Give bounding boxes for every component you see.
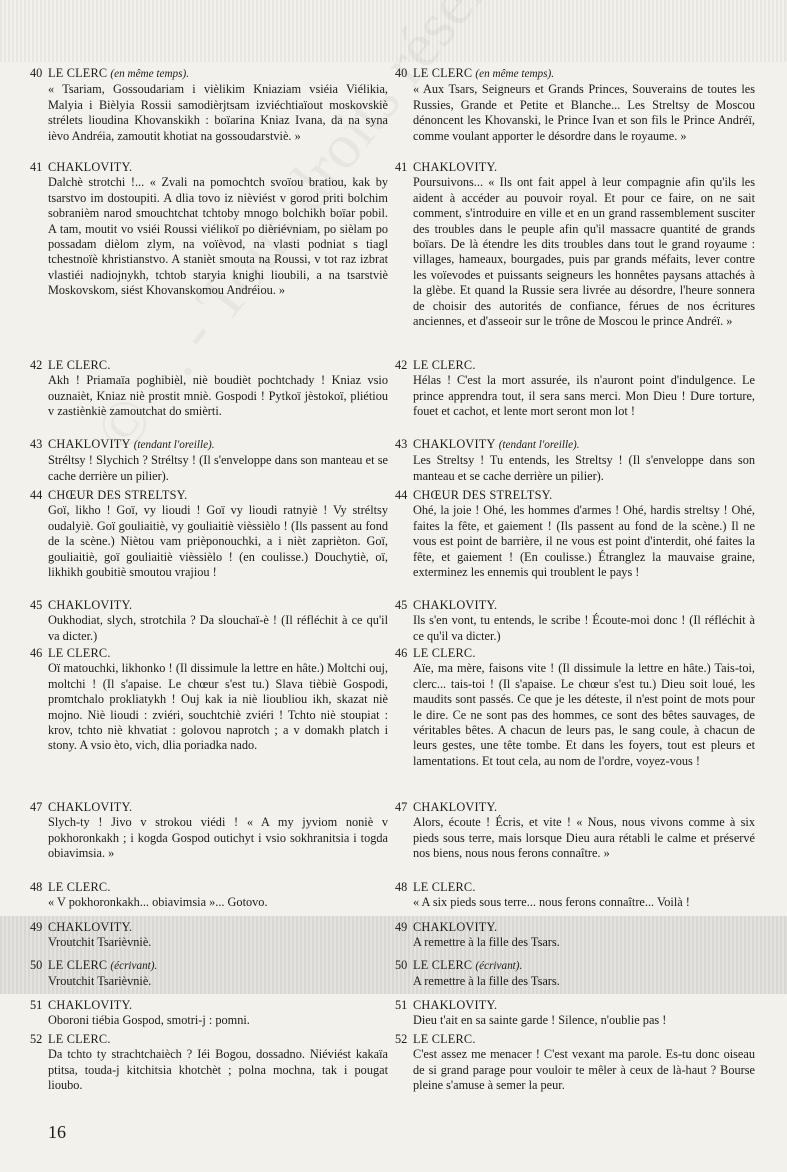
dialogue-text: « Aux Tsars, Seigneurs et Grands Princes, Souverains de toutes les Russies, Grande et Petite et Blanche... Les Streltsy de Moscou dénoncent les Khovanski, le Prince Ivan et son fils le Prince Andréï, comme voulant apporter le désordre dans le royaume. » xyxy=(413,82,755,143)
speaker: CHAKLOVITY. xyxy=(48,920,133,934)
line-number: 40 xyxy=(395,66,408,80)
entry-48 xyxy=(30,880,388,911)
speaker: CHŒUR DES STRELTSY. xyxy=(413,488,553,502)
line-number: 47 xyxy=(30,800,43,814)
dialogue-text: Vroutchit Tsarièvniè. xyxy=(48,935,152,950)
line-number: 51 xyxy=(395,998,408,1012)
speaker: CHAKLOVITY. xyxy=(413,998,498,1012)
speaker: CHAKLOVITY. xyxy=(48,800,133,814)
entry-49 xyxy=(30,920,388,951)
entry-49 xyxy=(395,920,755,951)
line-number: 41 xyxy=(395,160,408,174)
stage-direction: (écrivant). xyxy=(475,960,523,972)
speaker: CHAKLOVITY. xyxy=(48,998,133,1012)
line-number: 48 xyxy=(395,880,408,894)
line-number: 45 xyxy=(30,598,43,612)
dialogue-text: C'est assez me menacer ! C'est vexant ma parole. Es-tu donc oiseau de si grand parage pour vouloir te mêler à ceux de là-haut ? Bourse pleine s'amuse à semer la peur. xyxy=(413,1047,755,1093)
entry-46 xyxy=(30,646,388,754)
speaker: LE CLERC. xyxy=(413,880,476,894)
line-number: 52 xyxy=(30,1032,43,1046)
dialogue-text: Aïe, ma mère, faisons vite ! (Il dissimule la lettre en hâte.) Tais-toi, clerc... tais-toi ! (Il s'apaise. Le chœur s'est tu.) Dieu soit loué, les maudits sont passés. Ce que je les déteste, il n'est point de mots pour le dire. Ce ne sont pas des hommes, ce sont des bêtes sauvages, de véritables bêtes. A chacun de leurs pas, le sang coule, à chacun de leurs gestes, une tête tombe. Et dans les foyers, tout est pleurs et lamentations. Et tout cela, au nom de l'ordre, voyez-vous ! xyxy=(413,661,755,768)
stage-direction: (écrivant). xyxy=(110,960,158,972)
entry-46 xyxy=(395,646,755,769)
line-number: 49 xyxy=(395,920,408,934)
entry-52 xyxy=(30,1032,388,1094)
speaker: LE CLERC. xyxy=(48,646,111,660)
dialogue-text: « V pokhoronkakh... obiavimsia »... Gotovo. xyxy=(48,895,268,910)
line-number: 45 xyxy=(395,598,408,612)
entry-51 xyxy=(395,998,755,1029)
line-number: 51 xyxy=(30,998,43,1012)
line-number: 50 xyxy=(30,958,43,972)
dialogue-text: Les Streltsy ! Tu entends, les Streltsy ! (Il s'enveloppe dans son manteau et se cache derrière un pilier). xyxy=(413,453,755,483)
entry-41 xyxy=(395,160,755,329)
dialogue-text: Dalchè strotchi !... « Zvali na pomochtch svoïou bratiou, kak by tsarstvo im dostoupiti. A dlia tovo iz nièviést v gorod priti bolchim sobranièm narod smouchtchat tchtoby mnogo bolchikh boïar pobil. A tam, moutit vo vsiéi Roussi viélikoï po dièriévniam, po sièlam po possadam dièlom zlym, na voïèvod, na vlasti podniat s tiagl tchestnoïè khristianstvo. A stanièt smouta na Roussi, v tot raz izbrat vlastiéi nadiojnykh, tchtob staryia knighi lioubili, a na tsarstviè Moskovskom, siést Khovanskomou Andréiou. » xyxy=(48,175,388,298)
stage-direction: (tendant l'oreille). xyxy=(133,439,215,451)
dialogue-text: Dieu t'ait en sa sainte garde ! Silence, n'oublie pas ! xyxy=(413,1013,667,1028)
line-number: 52 xyxy=(395,1032,408,1046)
speaker: LE CLERC. xyxy=(413,358,476,372)
speaker: CHŒUR DES STRELTSY. xyxy=(48,488,188,502)
dialogue-text: Oï matouchki, likhonko ! (Il dissimule la lettre en hâte.) Moltchi ouj, moltchi ! (Il s'apaise. Le chœur s'est tu.) Slava tièbiè Gospodi, promtchalo prokliatykh ! Ouj kak ia niè lioubliou ikh, skazat niè mojno. Niè lioudi : zviéri, souchtchiè zviéri ! Tchto niè stoupiat : krov, tchto niè khvatiat : golovou naprotch ; a v domakh platch i stony. A vsio èto, vich, dlia poriadka nado. xyxy=(48,661,388,753)
stage-direction: (tendant l'oreille). xyxy=(498,439,580,451)
line-number: 46 xyxy=(30,646,43,660)
entry-51 xyxy=(30,998,388,1029)
line-number: 43 xyxy=(30,437,43,451)
speaker: CHAKLOVITY. xyxy=(413,160,498,174)
entry-47 xyxy=(395,800,755,862)
dialogue-text: « Tsariam, Gossoudariam i vièlikim Kniaziam vsiéia Viélikia, Malyia i Bièlyia Rossii samodièrjtsam izviéchtiaïout moskovskiè strélets lioudina Khovanskikh : boïarina Kniaz Ivana, da na syna ièvo Andréia, zamoutit khotiat na gossoudarstviè. » xyxy=(48,82,388,143)
entry-48 xyxy=(395,880,755,911)
line-number: 49 xyxy=(30,920,43,934)
entry-42 xyxy=(30,358,388,420)
dialogue-text: Poursuivons... « Ils ont fait appel à leur compagnie afin qu'ils les aident à accéder au pouvoir royal. Et pour ce faire, on ne sait comment, s'introduire en ville et en un grand rassemblement susciter des troubles dans le peuple afin qu'il massacre quantité de grands boïars. De là étendre les dits troubles dans tout le grand royaume : villages, hameaux, bourgades, puis par grands méfaits, lever contre les voïevodes et puissants seigneurs les honnêtes paysans attachés à la glèbe. Et quand la Russie sera livrée au désordre, l'heure sonnera de choisir des autorités de confiance, férues de nos écritures anciennes, et d'asseoir sur le trône de Moscou le prince Andréï. » xyxy=(413,175,755,329)
line-number: 42 xyxy=(395,358,408,372)
dialogue-text: Ils s'en vont, tu entends, le scribe ! Écoute-moi donc ! (Il réfléchit à ce qu'il va dicter.) xyxy=(413,613,755,643)
dialogue-text: Goï, likho ! Goï, vy lioudi ! Goï vy lioudi ratnyiè ! Vy stréltsy oudalyiè. Goï gouliaitiè, vy gouliaitiè vièssièlo ! (Ils passent au fond de la scène.) Niètou vam prièponouchki, a i nièt zaprièton. Goï, gouliaitiè, goï gouliaitiè vièssièlo ! (en coulisse.) Douchytiè, oï, likhikh goubitiè smoutou vrajiou ! xyxy=(48,503,388,580)
speaker: CHAKLOVITY. xyxy=(48,598,133,612)
speaker: LE CLERC. xyxy=(48,358,111,372)
speaker: LE CLERC. xyxy=(48,880,111,894)
dialogue-text: Hélas ! C'est la mort assurée, ils n'auront point d'indulgence. Le prince apprendra tout, il sera sans merci. Mon Dieu ! Dure torture, fouet et cachot, et lente mort seront mon lot ! xyxy=(413,373,755,419)
entry-43 xyxy=(395,437,755,484)
entry-45 xyxy=(395,598,755,644)
dialogue-text: Da tchto ty strachtchaièch ? Iéi Bogou, dossadno. Niéviést kakaïa ptitsa, touda-j kitchitsia khotchèt ; polna mochna, tak i pougat lioubo. xyxy=(48,1047,388,1093)
line-number: 44 xyxy=(395,488,408,502)
entry-40 xyxy=(395,66,755,144)
dialogue-text: « A six pieds sous terre... nous ferons connaître... Voilà ! xyxy=(413,895,690,910)
top-scan-band xyxy=(0,0,787,62)
speaker: CHAKLOVITY xyxy=(48,437,131,451)
speaker: CHAKLOVITY. xyxy=(413,598,498,612)
dialogue-text: Akh ! Priamaïa poghibièl, niè boudièt pochtchady ! Kniaz vsio ouznaièt, Kniaz niè prostit mniè. Gospodi ! Pytkoï jèstokoï, pliétiou v zastiènkiè zamoutchat do smièrti. xyxy=(48,373,388,419)
line-number: 50 xyxy=(395,958,408,972)
line-number: 41 xyxy=(30,160,43,174)
speaker: LE CLERC xyxy=(413,958,473,972)
speaker: LE CLERC xyxy=(413,66,473,80)
entry-44 xyxy=(395,488,755,580)
speaker: LE CLERC. xyxy=(413,1032,476,1046)
line-number: 40 xyxy=(30,66,43,80)
entry-50 xyxy=(395,958,755,990)
entry-47 xyxy=(30,800,388,862)
entry-42 xyxy=(395,358,755,420)
dialogue-text: A remettre à la fille des Tsars. xyxy=(413,974,560,989)
line-number: 44 xyxy=(30,488,43,502)
entry-44 xyxy=(30,488,388,580)
line-number: 43 xyxy=(395,437,408,451)
stage-direction: (en même temps). xyxy=(110,68,189,80)
entry-40 xyxy=(30,66,388,144)
entry-41 xyxy=(30,160,388,299)
speaker: LE CLERC. xyxy=(48,1032,111,1046)
speaker: CHAKLOVITY xyxy=(413,437,496,451)
entry-50 xyxy=(30,958,388,990)
dialogue-text: Vroutchit Tsarièvniè. xyxy=(48,974,152,989)
dialogue-text: Oboroni tiébia Gospod, smotri-j : pomni. xyxy=(48,1013,250,1028)
dialogue-text: Stréltsy ! Slychich ? Stréltsy ! (Il s'enveloppe dans son manteau et se cache derrière un pilier). xyxy=(48,453,388,483)
entry-43 xyxy=(30,437,388,484)
line-number: 46 xyxy=(395,646,408,660)
dialogue-text: Alors, écoute ! Écris, et vite ! « Nous, nous vivons comme à six pieds sous terre, mais lorsque Dieu aura rétabli le calme et préservé nos biens, nous nous ferons connaître. » xyxy=(413,815,755,861)
speaker: CHAKLOVITY. xyxy=(48,160,133,174)
speaker: CHAKLOVITY. xyxy=(413,920,498,934)
entry-45 xyxy=(30,598,388,644)
line-number: 48 xyxy=(30,880,43,894)
dialogue-text: Ohé, la joie ! Ohé, les hommes d'armes ! Ohé, hardis streltsy ! Ohé, faites la fête, et gaiement ! (Ils passent au fond de la scène.) Il ne vous est point de barrière, il ne vous est point d'interdit, ohé faites la fête, et gaiement ! (En coulisse.) Étranglez la mauvaise graine, exterminez les ennemis qui troublent le pays ! xyxy=(413,503,755,580)
dialogue-text: A remettre à la fille des Tsars. xyxy=(413,935,560,950)
dialogue-text: Slych-ty ! Jivo v strokou viédi ! « A my jyviom noniè v pokhoronkakh ; i kogda Gospod outichyt i vsio sokhranitsia i togda obiavimsia. » xyxy=(48,815,388,861)
line-number: 42 xyxy=(30,358,43,372)
line-number: 47 xyxy=(395,800,408,814)
speaker: LE CLERC xyxy=(48,958,108,972)
dialogue-text: Oukhodiat, slych, strotchila ? Da slouchaï-è ! (Il réfléchit à ce qu'il va dicter.) xyxy=(48,613,388,643)
page-number: 16 xyxy=(48,1122,66,1142)
speaker: LE CLERC. xyxy=(413,646,476,660)
speaker: CHAKLOVITY. xyxy=(413,800,498,814)
stage-direction: (en même temps). xyxy=(475,68,554,80)
entry-52 xyxy=(395,1032,755,1094)
speaker: LE CLERC xyxy=(48,66,108,80)
